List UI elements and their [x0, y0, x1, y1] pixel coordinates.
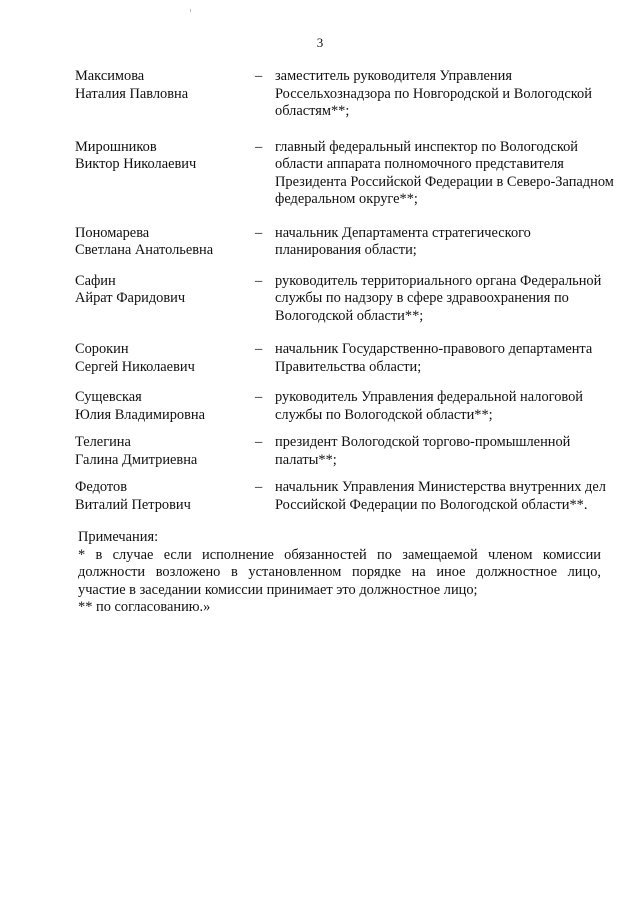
scan-mark	[190, 9, 191, 12]
member-row	[75, 138, 614, 209]
member-name	[75, 341, 255, 376]
note-line: должности возложено в установленном порядке на иное должностное лицо,	[78, 564, 601, 580]
member-given-names: Галина Дмитриевна	[75, 451, 198, 468]
note-line: участие в заседании комиссии принимает это должностное лицо;	[78, 581, 478, 598]
member-row	[75, 68, 605, 121]
member-role: руководитель территориального органа Федеральной службы по надзору в сфере здравоохранения по Вологодской области**;	[275, 272, 602, 324]
member-name	[75, 389, 255, 424]
note-line: * в случае если исполнение обязанностей по замещаемой членом комиссии	[78, 546, 601, 563]
member-surname: Сорокин	[75, 341, 129, 357]
member-role: президент Вологодской торгово-промышленной палаты**;	[275, 434, 571, 468]
member-name	[75, 68, 255, 103]
member-given-names: Юлия Владимировна	[75, 406, 205, 423]
notes-title: Примечания:	[78, 529, 159, 545]
member-name	[75, 225, 255, 260]
member-role: начальник Управления Министерства внутренних дел Российской Федерации по Вологодской области**.	[275, 479, 606, 513]
notes-section	[78, 529, 601, 617]
member-surname: Телегина	[75, 434, 131, 450]
member-name	[75, 479, 255, 514]
member-surname: Максимова	[75, 68, 145, 84]
member-dash: –	[255, 68, 263, 84]
member-row	[75, 389, 605, 424]
member-role: руководитель Управления федеральной налоговой службы по Вологодской области**;	[275, 389, 583, 423]
member-row	[75, 225, 605, 260]
member-row	[75, 479, 605, 514]
member-given-names: Айрат Фаридович	[75, 290, 186, 306]
member-row	[75, 434, 605, 469]
member-given-names: Светлана Анатольевна	[75, 242, 214, 258]
member-dash: –	[255, 224, 263, 241]
member-given-names: Виталий Петрович	[75, 496, 191, 513]
member-name	[75, 273, 255, 308]
member-role: начальник Департамента стратегического планирования области;	[275, 224, 531, 258]
member-surname: Мирошников	[75, 138, 157, 155]
member-role: главный федеральный инспектор по Вологодской области аппарата полномочного представителя Президента Российской Федерации в Северо-Западном федеральном округе**;	[275, 138, 614, 207]
member-surname: Сущевская	[75, 389, 142, 405]
member-surname: Сафин	[75, 272, 116, 289]
member-name	[75, 139, 255, 174]
member-surname: Федотов	[75, 479, 127, 495]
member-role: заместитель руководителя Управления Россельхознадзора по Новгородской и Вологодской областям**;	[275, 68, 592, 119]
members-list	[75, 68, 614, 514]
member-given-names: Виктор Николаевич	[75, 156, 197, 172]
member-surname: Пономарева	[75, 224, 150, 241]
member-dash: –	[255, 434, 263, 450]
member-dash: –	[255, 479, 263, 495]
member-given-names: Наталия Павловна	[75, 85, 189, 102]
member-role: начальник Государственно-правового департамента Правительства области;	[275, 341, 593, 375]
member-name	[75, 434, 255, 469]
member-dash: –	[255, 272, 263, 289]
member-given-names: Сергей Николаевич	[75, 358, 195, 375]
member-row	[75, 273, 605, 326]
member-dash: –	[255, 138, 263, 155]
member-dash: –	[255, 389, 263, 405]
member-dash: –	[255, 341, 263, 357]
note-line: ** по согласованию.»	[78, 599, 211, 615]
member-row	[75, 341, 605, 376]
page-number: 3	[316, 35, 324, 50]
